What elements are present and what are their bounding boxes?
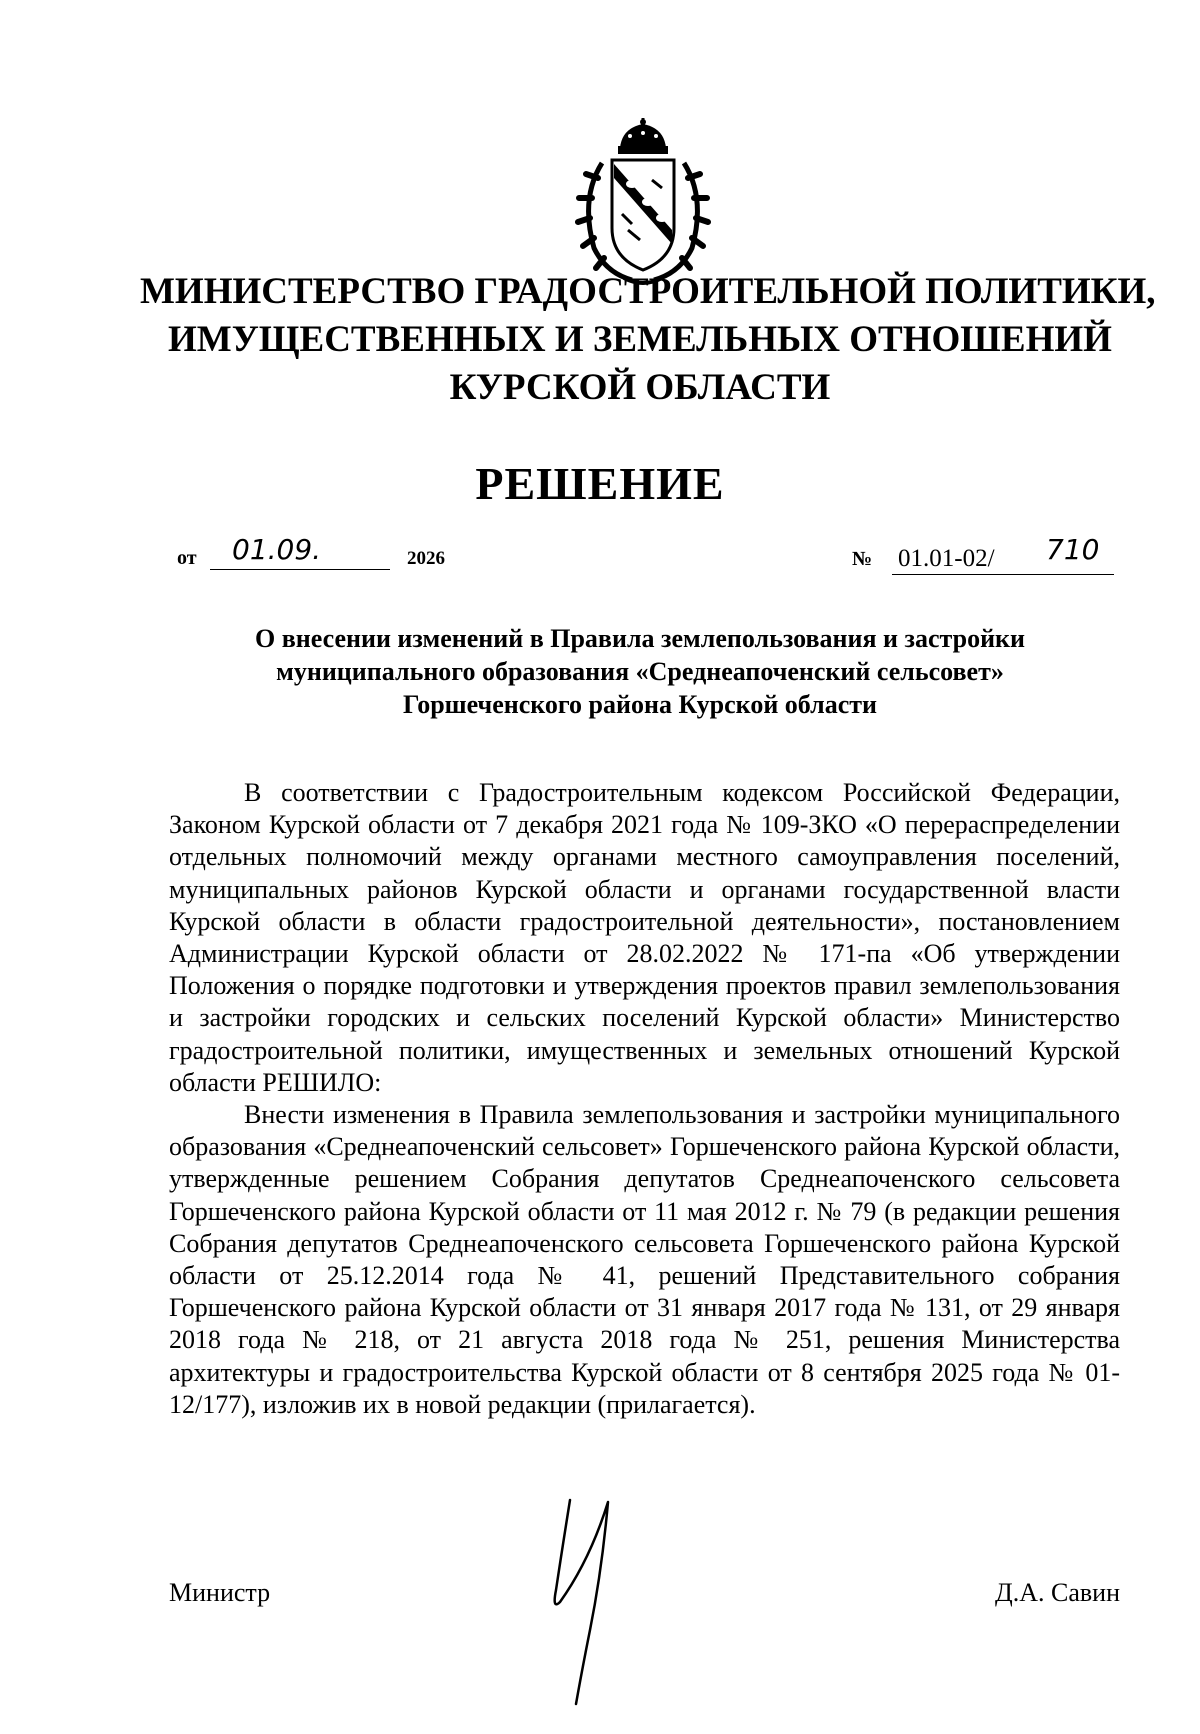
- subject-line-3: Горшеченского района Курской области: [402, 690, 878, 719]
- body-paragraph-2: Внести изменения в Правила землепользования и застройки муниципального образования «Среднеапоченский сельсовет» Горшеченского района Курской области, утвержденные решением Собрания депутатов Среднеапоченского сельсовета Горшеченского района Курской области от 11 мая 2012 г. № 79 (в редакции решения Собрания депутатов Среднеапоченского сельсовета Горшеченского района Курской области от 25.12.2014 года № 41, решений Представительного собрания Горшеченского района Курской области от 31 января 2017 года № 131, от 29 января 2018 года № 218, от 21 августа 2018 года № 251, решения Министерства архитектуры и градостроительства Курской области от 8 сентября 2025 года № 01-12/177), изложив их в новой редакции (прилагается).: [169, 1100, 1120, 1419]
- ministry-line-3: КУРСКОЙ ОБЛАСТИ: [449, 367, 831, 408]
- document-type-title: РЕШЕНИЕ: [475, 458, 725, 509]
- number-printed: 01.01-02/: [898, 545, 995, 572]
- document-subject: [140, 622, 1140, 721]
- date-underline: [210, 569, 390, 570]
- date-prefix: от: [177, 547, 197, 569]
- handwritten-signature-icon: [530, 1490, 650, 1710]
- subject-line-2: муниципального образования «Среднеапоченский сельсовет»: [276, 657, 1004, 686]
- signatory-role: Министр: [169, 1578, 271, 1607]
- subject-line-1: О внесении изменений в Правила землепользования и застройки: [254, 624, 1026, 653]
- date-year: 2026: [407, 548, 445, 569]
- ministry-name: [140, 268, 1156, 412]
- kursk-oblast-coat-of-arms-icon: [572, 118, 714, 290]
- ministry-line-2: ИМУЩЕСТВЕННЫХ И ЗЕМЕЛЬНЫХ ОТНОШЕНИЙ: [168, 319, 1112, 360]
- signatory-name: Д.А. Савин: [995, 1578, 1120, 1607]
- date-handwritten: 01.09.: [232, 533, 322, 566]
- number-underline: [892, 574, 1114, 575]
- document-body: [169, 777, 1120, 1421]
- number-handwritten: 710: [1046, 533, 1100, 566]
- ministry-line-1: МИНИСТЕРСТВО ГРАДОСТРОИТЕЛЬНОЙ ПОЛИТИКИ,: [140, 271, 1156, 312]
- number-sign: №: [852, 548, 873, 570]
- body-paragraph-1: В соответствии с Градостроительным кодексом Российской Федерации, Законом Курской области от 7 декабря 2021 года № 109-ЗКО «О перераспределении отдельных полномочий между органами местного самоуправления поселений, муниципальных районов Курской области и органами государственной власти Курской области в области градостроительной деятельности», постановлением Администрации Курской области от 28.02.2022 № 171-па «Об утверждении Положения о порядке подготовки и утверждения проектов правил землепользования и застройки городских и сельских поселений Курской области» Министерство градостроительной политики, имущественных и земельных отношений Курской области РЕШИЛО:: [169, 778, 1120, 1097]
